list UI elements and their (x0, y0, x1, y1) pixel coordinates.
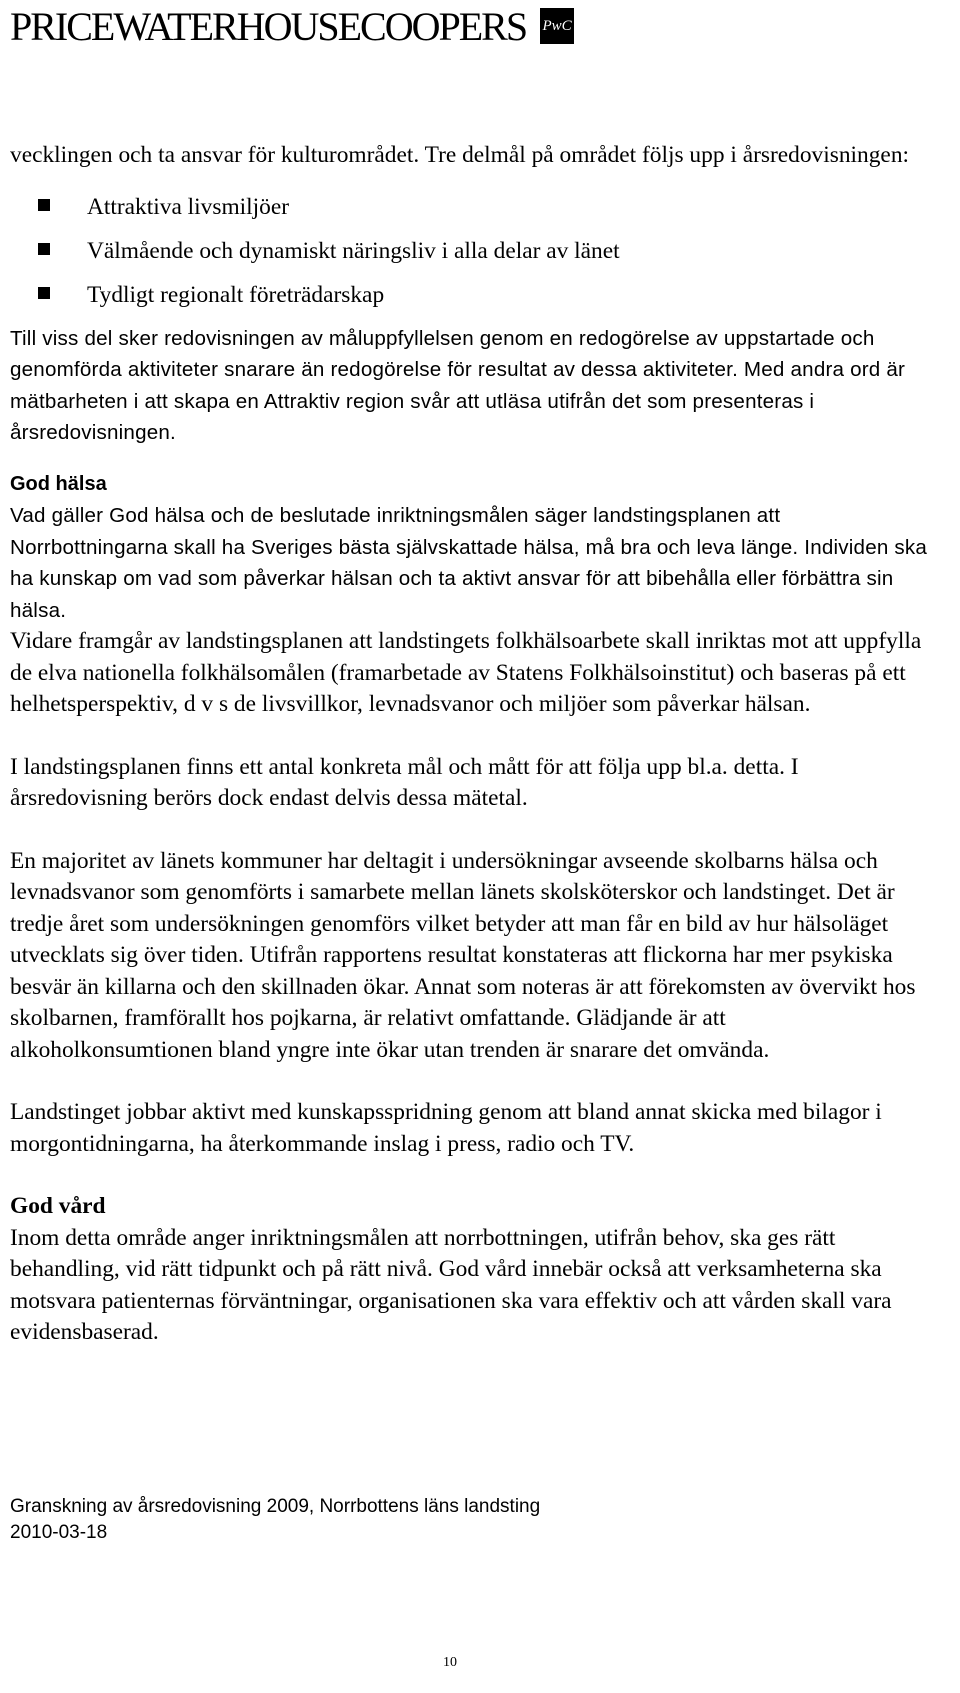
god-halsa-paragraph-b: Vidare framgår av landstingsplanen att landstingets folkhälsoarbete skall inriktas mot att uppfylla de elva nationella folkhälsomålen (framarbetade av Statens Folkhälsoinstitut) och baseras på ett helhetsperspektiv, d v s de livsvillkor, levnadsvanor och miljöer som påverkar hälsan. (10, 628, 922, 717)
footer-report-title: Granskning av årsredovisning 2009, Norrbottens läns landsting (10, 1496, 541, 1517)
section-heading-god-halsa: God hälsa (10, 472, 107, 495)
footer-date: 2010-03-18 (10, 1522, 108, 1543)
section-heading-god-vard: God vård (10, 1193, 106, 1219)
god-vard-paragraph: Inom detta område anger inriktningsmålen att norrbottningen, utifrån behov, ska ges rätt behandling, vid rätt tidpunkt och på rätt nivå. God vård innebär också att verksamheterna ska motsvara patienternas förväntningar, organisationen ska vara effektiv och att vården skall vara evidensbaserad. (10, 1224, 892, 1345)
knowledge-paragraph: Landstinget jobbar aktivt med kunskapsspridning genom att bland annat skicka med bilagor i morgontidningarna, ha återkommande inslag i press, radio och TV. (10, 1099, 882, 1157)
page-footer (10, 1494, 540, 1546)
survey-paragraph: En majoritet av länets kommuner har deltagit i undersökningar avseende skolbarns hälsa och levnadsvanor som genomförts i samarbete mellan länets skolsköterskor och landstinget. Det är tredje året som undersökningen genomförs vilket betyder att man får en bild av hur hälsoläget utvecklats sig över tiden. Utifrån rapportens resultat konstateras att flickorna har mer psykiska besvär än killarna och den skillnaden ökar. Annat som noteras är att förekomsten av övervikt hos skolbarnen, framförallt hos pojkarna, är relativt omfattande. Glädjande är att alkoholkonsumtionen bland yngre inte ökar utan trenden är snarare det omvända. (10, 847, 916, 1063)
intro-paragraph: vecklingen och ta ansvar för kulturområdet. Tre delmål på området följs upp i årsredovisningen: (10, 142, 910, 168)
measurability-paragraph: Till viss del sker redovisningen av måluppfyllelsen genom en redogörelse av uppstartade och genomförda aktiviteter snarare än redogörelse för resultat av dessa aktiviteter. Med andra ord är mätbarheten i att skapa en Attraktiv region svår att utläsa utifrån det som presenteras i årsredovisningen. (10, 326, 906, 444)
document-body (10, 140, 932, 1349)
goal-list-item: Attraktiva livsmiljöer (10, 185, 932, 229)
square-bullet-icon (38, 243, 50, 255)
page-number: 10 (443, 1655, 457, 1670)
square-bullet-icon (38, 199, 50, 211)
company-logo (10, 4, 574, 54)
goal-list-item: Tydligt regionalt företrädarskap (10, 273, 932, 317)
goal-list (10, 185, 932, 317)
targets-paragraph: I landstingsplanen finns ett antal konkreta mål och mått för att följa upp bl.a. detta. I årsredovisning berörs dock endast delvis dessa mätetal. (10, 753, 799, 811)
goal-list-item: Välmående och dynamiskt näringsliv i alla delar av länet (10, 229, 932, 273)
square-bullet-icon (38, 287, 50, 299)
god-halsa-paragraph-a: Vad gäller God hälsa och de beslutade inriktningsmålen säger landstingsplanen att Norrbottningarna skall ha Sveriges bästa självskattade hälsa, må bra och leva länge. Individen ska ha kunskap om vad som påverkar hälsan och ta aktivt ansvar för att bibehålla eller förbättra sin hälsa. (10, 504, 928, 622)
logo-emblem: PwC (540, 8, 574, 44)
logo-wordmark: PRICEWATERHOUSECOOPERS (10, 4, 527, 49)
